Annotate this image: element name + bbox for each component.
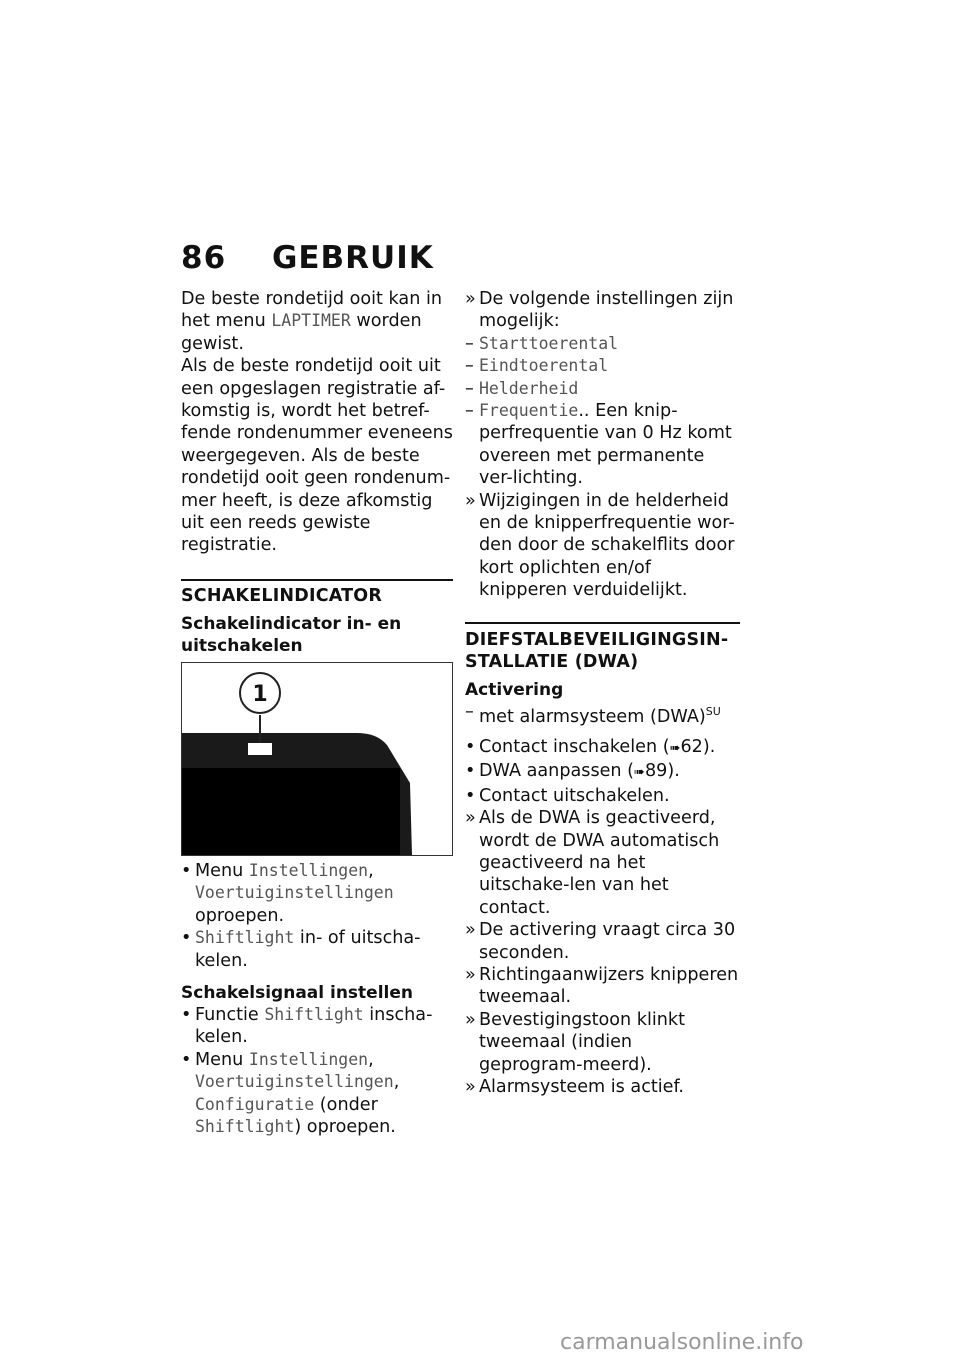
paragraph-best-lap: Als de beste rondetijd ooit uit een opgeslagen registratie af-komstig is, wordt het betref-fende rondenummer eveneens weergegeven. Als de beste rondetijd ooit geen rondenum-mer heeft, is deze afkomstig uit een reeds gewiste registratie. (181, 356, 453, 556)
menu-laptimer: LAPTIMER (271, 311, 351, 331)
shiftlight-indicator (248, 743, 272, 755)
list-item-shiftlight-toggle: • Shiftlight in- of uitscha-kelen. (181, 928, 421, 971)
subheading-toggle: Schakelindicator in- en uitschakelen (181, 613, 402, 656)
result-changes: » Wijzigingen in de helderheid en de knipperfrequentie wor-den door de schakelflits door kort oplichten en/of knipperen verduidelijkt. (465, 490, 735, 601)
subheading-signal: Schakelsignaal instellen (181, 982, 413, 1003)
list-item-function: • Functie Shiftlight inscha-kelen. (181, 1004, 433, 1048)
list-item-menu-1: • Menu Instellingen, Voertuiginstellingen oproepen. (181, 860, 394, 926)
dash-item-start-rpm: – Starttoerental (465, 333, 619, 354)
result-dwa-activated: » Als de DWA is geactiveerd, wordt de DWA automatisch geactiveerd na het uitschake-len van het contact. (465, 808, 720, 918)
dash-item-brightness: – Helderheid (465, 378, 579, 399)
result-activation-time: » De activering vraagt circa 30 seconden. (465, 920, 736, 963)
list-item-menu-2: • Menu Instellingen, Voertuiginstellingen, Configuratie (onder Shiftlight) oproepen. (181, 1049, 400, 1137)
step-ignition-off: • Contact uitschakelen. (465, 785, 670, 806)
result-turn-signals: » Richtingaanwijzers knipperen tweemaal. (465, 965, 739, 1008)
paragraph-laptimer: De beste rondetijd ooit kan in het menu LAPTIMER worden gewist. (181, 289, 442, 354)
shiftlight-figure (181, 662, 453, 856)
dash-item-alarm-system: – met alarmsysteem (DWA)$^{SU}$ (465, 701, 721, 727)
callout-number: 1 (252, 681, 268, 707)
section-title-dwa: DIEFSTALBEVEILIGINGSIN-STALLATIE (DWA) (465, 629, 729, 672)
left-column (181, 288, 453, 1138)
display-illustration (182, 663, 452, 855)
subheading-activation: Activering (465, 679, 564, 700)
result-confirm-tone: » Bevestigingstoon klinkt tweemaal (indien geprogram-meerd). (465, 1009, 685, 1075)
dash-item-frequency: – Frequentie.. Een knip-perfrequentie van 0 Hz komt overeen met permanente ver-lichting. (465, 401, 732, 489)
step-ignition-on: • Contact inschakelen (➠62). (465, 736, 716, 757)
result-alarm-active: » Alarmsysteem is actief. (465, 1077, 685, 1098)
display-screen (182, 768, 400, 855)
chapter-title: GEBRUIK (271, 240, 434, 276)
watermark: carmanualsonline.info (560, 1330, 804, 1355)
page-header (181, 240, 434, 276)
page-ref-arrow-icon: ➠ (634, 765, 645, 781)
step-dwa-adjust: • DWA aanpassen (➠89). (465, 761, 680, 782)
page-number: 86 (181, 240, 227, 276)
result-settings: » De volgende instellingen zijn mogelijk: (465, 289, 734, 332)
section-title-schakelindicator: SCHAKELINDICATOR (181, 585, 383, 606)
right-column (465, 288, 740, 1098)
page-ref-arrow-icon: ➠ (669, 740, 681, 756)
dash-item-end-rpm: – Eindtoerental (465, 356, 609, 377)
